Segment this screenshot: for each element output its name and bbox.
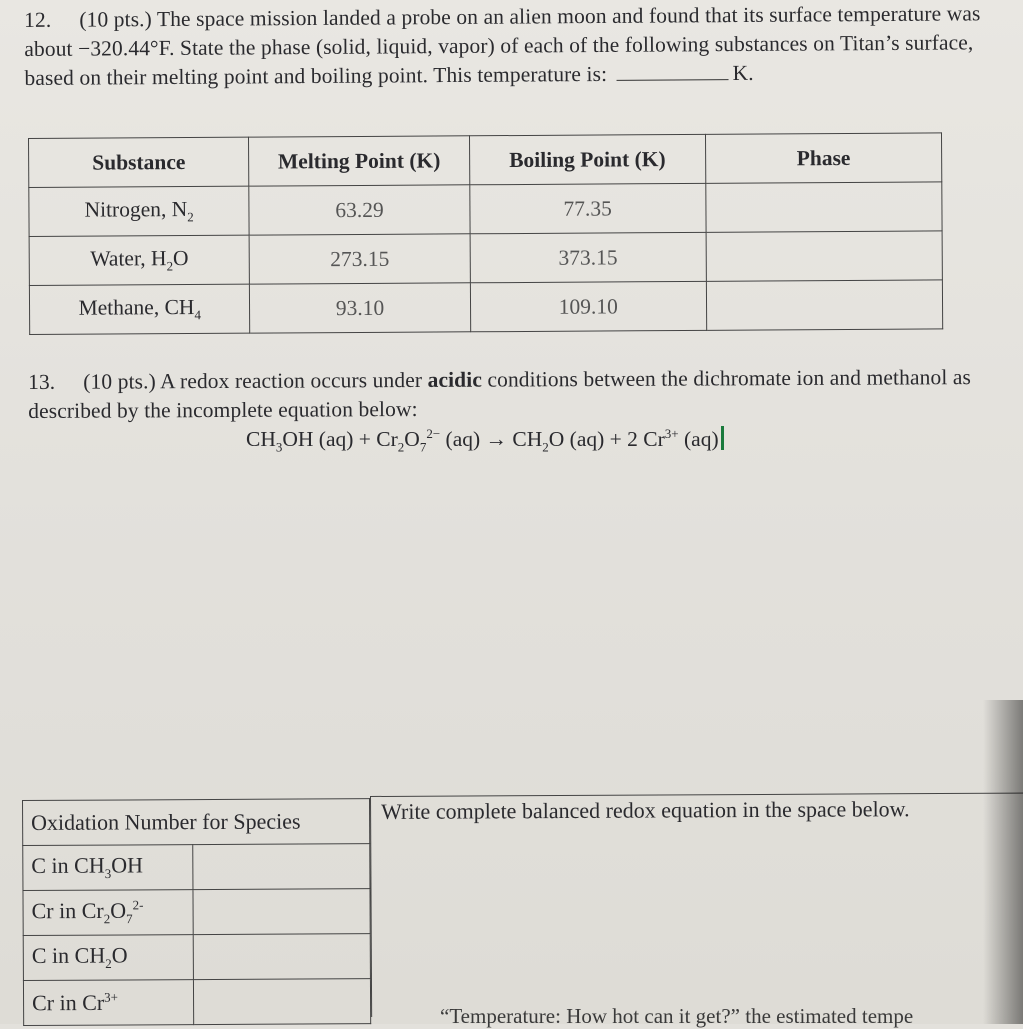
- substance-name: Water, $H_2O$: [29, 235, 250, 285]
- melting-point: 63.29: [249, 185, 470, 235]
- phase-answer-cell[interactable]: [706, 182, 942, 232]
- question-number: 12.: [24, 7, 52, 32]
- species-label: C in $CH_2O$: [23, 935, 193, 981]
- phase-answer-cell[interactable]: [706, 280, 942, 330]
- oxidation-answer-cell[interactable]: [193, 889, 370, 935]
- table-row: [29, 231, 942, 286]
- header-boiling-point: Boiling Point (K): [469, 134, 705, 184]
- species-label: Cr in $Cr^{3+}$: [23, 980, 193, 1026]
- question-text: (10 pts.) The space mission landed a probe on an alien moon and found that its surface temperature was about −320.44°F. State the phase (solid, liquid, vapor) of each of the following substances on Titan’s surface, based on their melting point and boiling point. This temperature is:: [24, 1, 981, 90]
- oxidation-answer-cell[interactable]: [193, 844, 370, 890]
- question-12: [24, 0, 1000, 93]
- unit-label: K.: [732, 60, 754, 86]
- boiling-point: 373.15: [470, 232, 706, 282]
- text-cursor-icon: [721, 426, 724, 450]
- header-melting-point: Melting Point (K): [249, 136, 470, 186]
- header-substance: Substance: [29, 137, 250, 187]
- header-phase: Phase: [705, 133, 941, 183]
- species-label: C in $CH_3OH$: [23, 845, 193, 891]
- melting-point: 273.15: [249, 234, 470, 284]
- header-oxidation-number: Oxidation Number for Species: [23, 799, 370, 846]
- table-row: [23, 934, 370, 981]
- question-13: [28, 363, 1018, 426]
- phase-answer-cell[interactable]: [706, 231, 942, 281]
- balanced-equation-answer-box[interactable]: [370, 793, 1023, 1017]
- table-row: [23, 979, 370, 1026]
- substance-name: Methane, $CH_4$: [29, 284, 250, 334]
- melting-point: 93.10: [250, 283, 471, 333]
- table-row: [29, 182, 942, 237]
- table-header-row: [29, 133, 942, 188]
- emphasis-acidic: acidic: [427, 367, 482, 392]
- species-label: Cr in $Cr_2O_7^{2-}$: [23, 890, 193, 936]
- table-row: [23, 844, 370, 891]
- oxidation-answer-cell[interactable]: [193, 934, 370, 980]
- photo-shadow: [983, 700, 1023, 1024]
- boiling-point: 109.10: [470, 281, 706, 331]
- oxidation-answer-cell[interactable]: [193, 979, 370, 1025]
- question-text-continued: conditions between the dichromate ion and methanol as described by the incomplete equation below:: [28, 365, 972, 423]
- redox-equation: $CH_3OH$ $(aq) + Cr_2O_7^{2-}$ $(aq) \to CH_2O$ (aq) + 2 $Cr^{3+}$ (aq): [246, 426, 724, 455]
- phase-table: [28, 132, 943, 335]
- answer-box-label: Write complete balanced redox equation in the space below.: [381, 796, 910, 824]
- oxidation-number-table: [22, 798, 371, 1026]
- table-row: [29, 280, 942, 335]
- temperature-answer-blank[interactable]: [617, 59, 729, 81]
- boiling-point: 77.35: [469, 183, 705, 233]
- question-text: (10 pts.) A redox reaction occurs under: [83, 367, 423, 394]
- table-header-row: [23, 799, 370, 846]
- substance-name: Nitrogen, $N_2$: [29, 186, 250, 236]
- footer-cut-off-text: “Temperature: How hot can it get?” the estimated tempe: [440, 1004, 914, 1028]
- table-row: [23, 889, 370, 936]
- question-number: 13.: [28, 369, 56, 394]
